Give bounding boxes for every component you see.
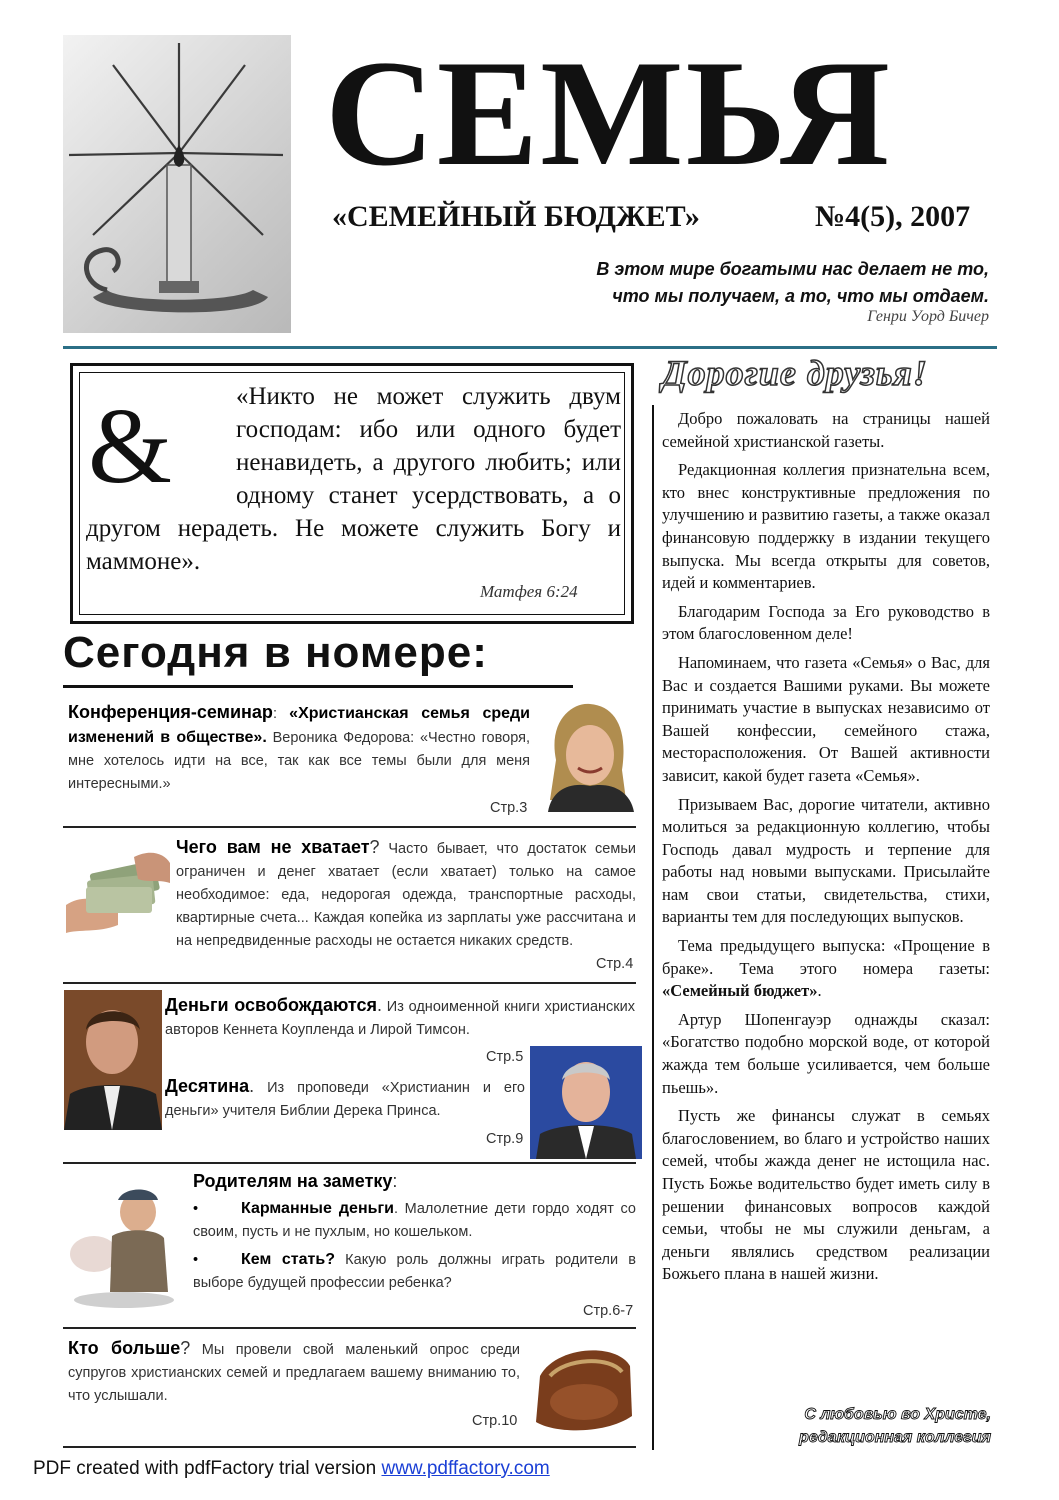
- scripture-reference: Матфея 6:24: [480, 582, 578, 601]
- contents-item-tithe[interactable]: Десятина. Из проповеди «Христианин и его деньги» учителя Библии Дерека Принса.: [165, 1076, 525, 1119]
- contents-item-lacking[interactable]: Чего вам не хватает? Часто бывает, что достаток семьи ограничен и денег хватает (если хватает) только на самое необходимое: еда, недорогая одежда, транспортные расходы, квартирные счета... Каждая копейка из зарплаты уже рассчитана и на непредвиденные расходы не остается никаких средств.: [176, 837, 636, 949]
- scripture-quote-text: «Никто не может служить двум господам: ибо или одного будет ненавидеть, а другого любить; или одному станет усердствовать, а о другом нерадеть. Не можете служить Богу и маммоне».: [86, 383, 621, 575]
- editorial-paragraph: Пусть же финансы служат в семьях благословением, во благо и устройство наших семей, чтобы жажда денег не истощила нас. Пусть Божье водительство будет иметь силу в решении финансовых вопросов каждой семьи, чтобы не мы служили деньгам, а деньги являлись средством реализации Божьего плана в нашей жизни.: [662, 1106, 990, 1284]
- column-divider: [652, 405, 654, 1450]
- editorial-signature: С любовью во Христе, редакционная коллегия: [799, 1406, 991, 1446]
- editorial-paragraph: Тема предыдущего выпуска: «Прощение в браке». Тема этого номера газеты: «Семейный бюджет».: [662, 936, 990, 1001]
- page-ref-6-7: Стр.6-7: [583, 1303, 634, 1319]
- motto: [469, 256, 989, 310]
- child-piggy-bank-image: [64, 1166, 188, 1316]
- page-ref-5: Стр.5: [486, 1049, 524, 1065]
- newspaper-title: СЕМЬЯ: [325, 29, 892, 197]
- contents-item-money-freed[interactable]: Деньги освобождаются. Из одноименной книги христианских авторов Кеннета Коупленда и Лирой Тимсон.: [165, 995, 635, 1038]
- page-ref-10: Стр.10: [472, 1413, 518, 1429]
- page-ref-4: Стр.4: [596, 956, 634, 972]
- ampersand-mark: &: [88, 387, 173, 506]
- editorial-paragraph: Благодарим Господа за Его руководство в этом благословенном деле!: [662, 601, 990, 644]
- issue-theme: «СЕМЕЙНЫЙ БЮДЖЕТ»: [332, 200, 700, 233]
- editorial-paragraph: Артур Шопенгауэр однажды сказал: «Богатство подобно морской воде, от которой жажда тем больше усиливается, чем больше пьешь».: [662, 1009, 990, 1097]
- divider: [63, 1162, 636, 1164]
- bullet-pocket-money: • Карманные деньги. Малолетние дети гордо ходят со своим, пусть и не пухлым, но кошельком.: [193, 1200, 636, 1240]
- divider: [63, 982, 636, 984]
- editorial-paragraph: Добро пожаловать на страницы нашей семейной христианской газеты.: [662, 409, 990, 451]
- editorial-paragraph: Призываем Вас, дорогие читатели, активно молиться за редакционную коллегию, чтобы Господь давал мудрость и терпение для работы над новыми выпусками. Присылайте нам свои статьи, свидетельства, стихи, варианты тем для последующих выпусков.: [662, 794, 990, 927]
- contents-item-parents[interactable]: Родителям на заметку: • Карманные деньги. Малолетние дети гордо ходят со своим, пусть и не пухлым, но кошельком. • Кем стать? Какую роль должны играть родители в выборе будущей профессии ребенка?: [193, 1170, 636, 1295]
- page-ref-9: Стр.9: [486, 1131, 524, 1147]
- scripture-quote: [86, 380, 621, 578]
- motto-line-2: что мы получаем, а то, что мы отдаем.: [612, 286, 989, 306]
- divider: [63, 1327, 636, 1329]
- editorial-paragraph: Напоминаем, что газета «Семья» о Вас, для Вас и создается Вашими руками. Вы можете принимать участие в выпусках независимо от Вашей конфессии, семейного стажа, месторасположения. От Вашей активности зависит, какой будет газета «Семья».: [662, 652, 990, 785]
- top-divider: [63, 346, 997, 349]
- divider: [63, 1446, 636, 1448]
- editorial-paragraph: Редакционная коллегия признательна всем, кто внес конструктивные предложения по улучшению и развитию газеты, а также оказал финансовую поддержку в издании текущего выпуска. Мы всегда открыты для советов, идей и комментариев.: [662, 460, 990, 593]
- money-hands-image: [64, 843, 172, 939]
- pdf-footer: PDF created with pdfFactory trial version www.pdffactory.com: [33, 1458, 550, 1479]
- contents-heading: Сегодня в номере:: [63, 628, 488, 677]
- wallet-image: [526, 1336, 638, 1436]
- page-ref-3: Стр.3: [490, 800, 528, 816]
- photo-prince: [530, 1046, 642, 1159]
- contents-item-who-more[interactable]: Кто больше? Мы провели свой маленький опрос среди супругов христианских семей и предлагаем вашему вниманию то, что услышали.: [68, 1338, 520, 1404]
- motto-author: Генри Уорд Бичер: [867, 308, 989, 325]
- candle-icon: [63, 35, 291, 333]
- pdffactory-link[interactable]: www.pdffactory.com: [381, 1458, 550, 1479]
- issue-number: №4(5), 2007: [815, 200, 971, 233]
- editorial-heading: Дорогие друзья!: [662, 353, 928, 393]
- contents-item-conference[interactable]: Конференция-семинар: «Христианская семья среди изменений в обществе». Вероника Федорова: «Честно говоря, мне хотелось идти на все, так как все темы были для меня интересными.»: [68, 702, 531, 792]
- contents-heading-rule: [63, 685, 573, 688]
- motto-line-1: В этом мире богатыми нас делает не то,: [596, 259, 989, 279]
- candle-logo: [63, 35, 291, 333]
- photo-veronika: [538, 700, 638, 812]
- photo-copeland: [64, 990, 162, 1130]
- divider: [63, 826, 636, 828]
- editorial-text: [662, 408, 990, 1292]
- bullet-career: • Кем стать? Какую роль должны играть родители в выборе будущей профессии ребенка?: [193, 1251, 636, 1291]
